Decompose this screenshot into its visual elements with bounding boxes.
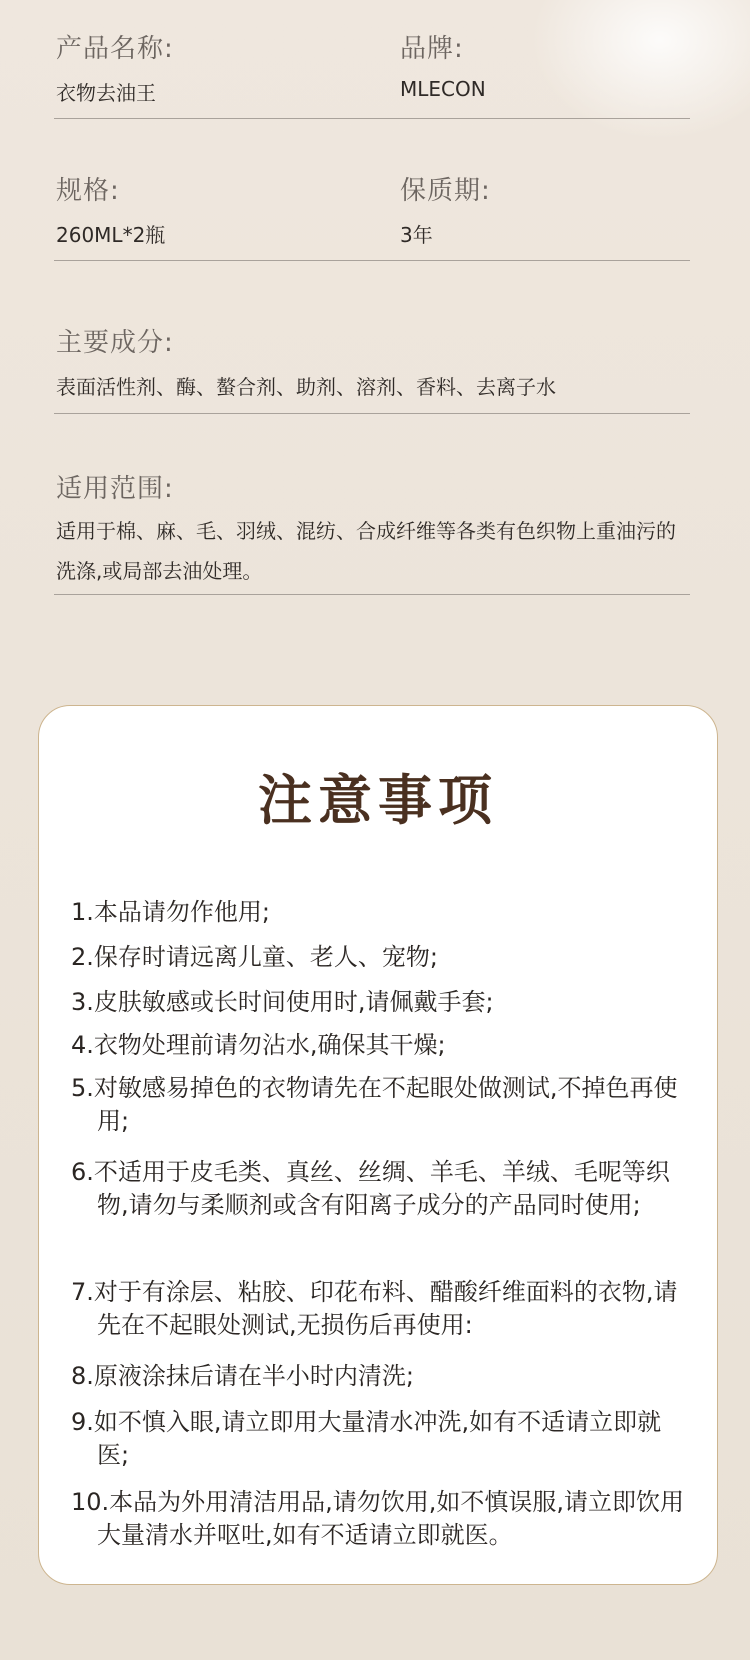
size-label: 规格: xyxy=(56,176,120,206)
notice-item: 1.本品请勿作他用; xyxy=(71,898,270,926)
product-name-value: 衣物去油王 xyxy=(56,81,156,105)
notice-item: 10.本品为外用清洁用品,请勿饮用,如不慎误服,请立即饮用大量清水并呕吐,如有不适请立即就医。 xyxy=(71,1488,685,1549)
ingredients-label: 主要成分: xyxy=(56,328,174,358)
shelf-life-cell xyxy=(400,170,491,248)
shelf-life-label: 保质期: xyxy=(400,176,491,206)
size-cell xyxy=(56,170,165,248)
notice-item: 9.如不慎入眼,请立即用大量清水冲洗,如有不适请立即就医; xyxy=(71,1408,662,1469)
size-value: 260ML*2瓶 xyxy=(56,223,166,247)
notice-item: 3.皮肤敏感或长时间使用时,请佩戴手套; xyxy=(71,988,494,1016)
ingredients-value: 表面活性剂、酶、螯合剂、助剂、溶剂、香料、去离子水 xyxy=(56,375,556,399)
scope-cell xyxy=(56,468,692,591)
product-name-label: 产品名称: xyxy=(56,34,174,64)
notice-item: 6.不适用于皮毛类、真丝、丝绸、羊毛、羊绒、毛呢等织物,请勿与柔顺剂或含有阳离子成分的产品同时使用; xyxy=(71,1158,670,1219)
notice-item: 2.保存时请远离儿童、老人、宠物; xyxy=(71,943,438,971)
notice-item: 8.原液涂抹后请在半小时内清洗; xyxy=(71,1362,414,1390)
brand-value: MLECON xyxy=(400,77,486,101)
spec-row-name-brand xyxy=(54,22,690,119)
notice-item: 7.对于有涂层、粘胶、印花布料、醋酸纤维面料的衣物,请先在不起眼处测试,无损伤后再使用: xyxy=(71,1278,678,1339)
scope-value: 适用于棉、麻、毛、羽绒、混纺、合成纤维等各类有色织物上重油污的洗涤,或局部去油处理。 xyxy=(56,519,676,583)
product-name-cell xyxy=(56,28,174,106)
scope-label: 适用范围: xyxy=(56,474,174,504)
spec-row-scope xyxy=(54,413,690,595)
notice-item: 4.衣物处理前请勿沾水,确保其干燥; xyxy=(71,1031,446,1059)
notice-title: 注意事项 xyxy=(258,768,498,832)
ingredients-cell xyxy=(56,322,556,400)
notice-card xyxy=(38,705,718,1585)
brand-cell xyxy=(400,28,486,101)
notice-item: 5.对敏感易掉色的衣物请先在不起眼处做测试,不掉色再使用; xyxy=(71,1074,678,1135)
brand-label: 品牌: xyxy=(400,34,464,64)
shelf-life-value: 3年 xyxy=(400,223,433,247)
spec-row-size-shelf-life xyxy=(54,118,690,261)
spec-row-ingredients xyxy=(54,260,690,414)
